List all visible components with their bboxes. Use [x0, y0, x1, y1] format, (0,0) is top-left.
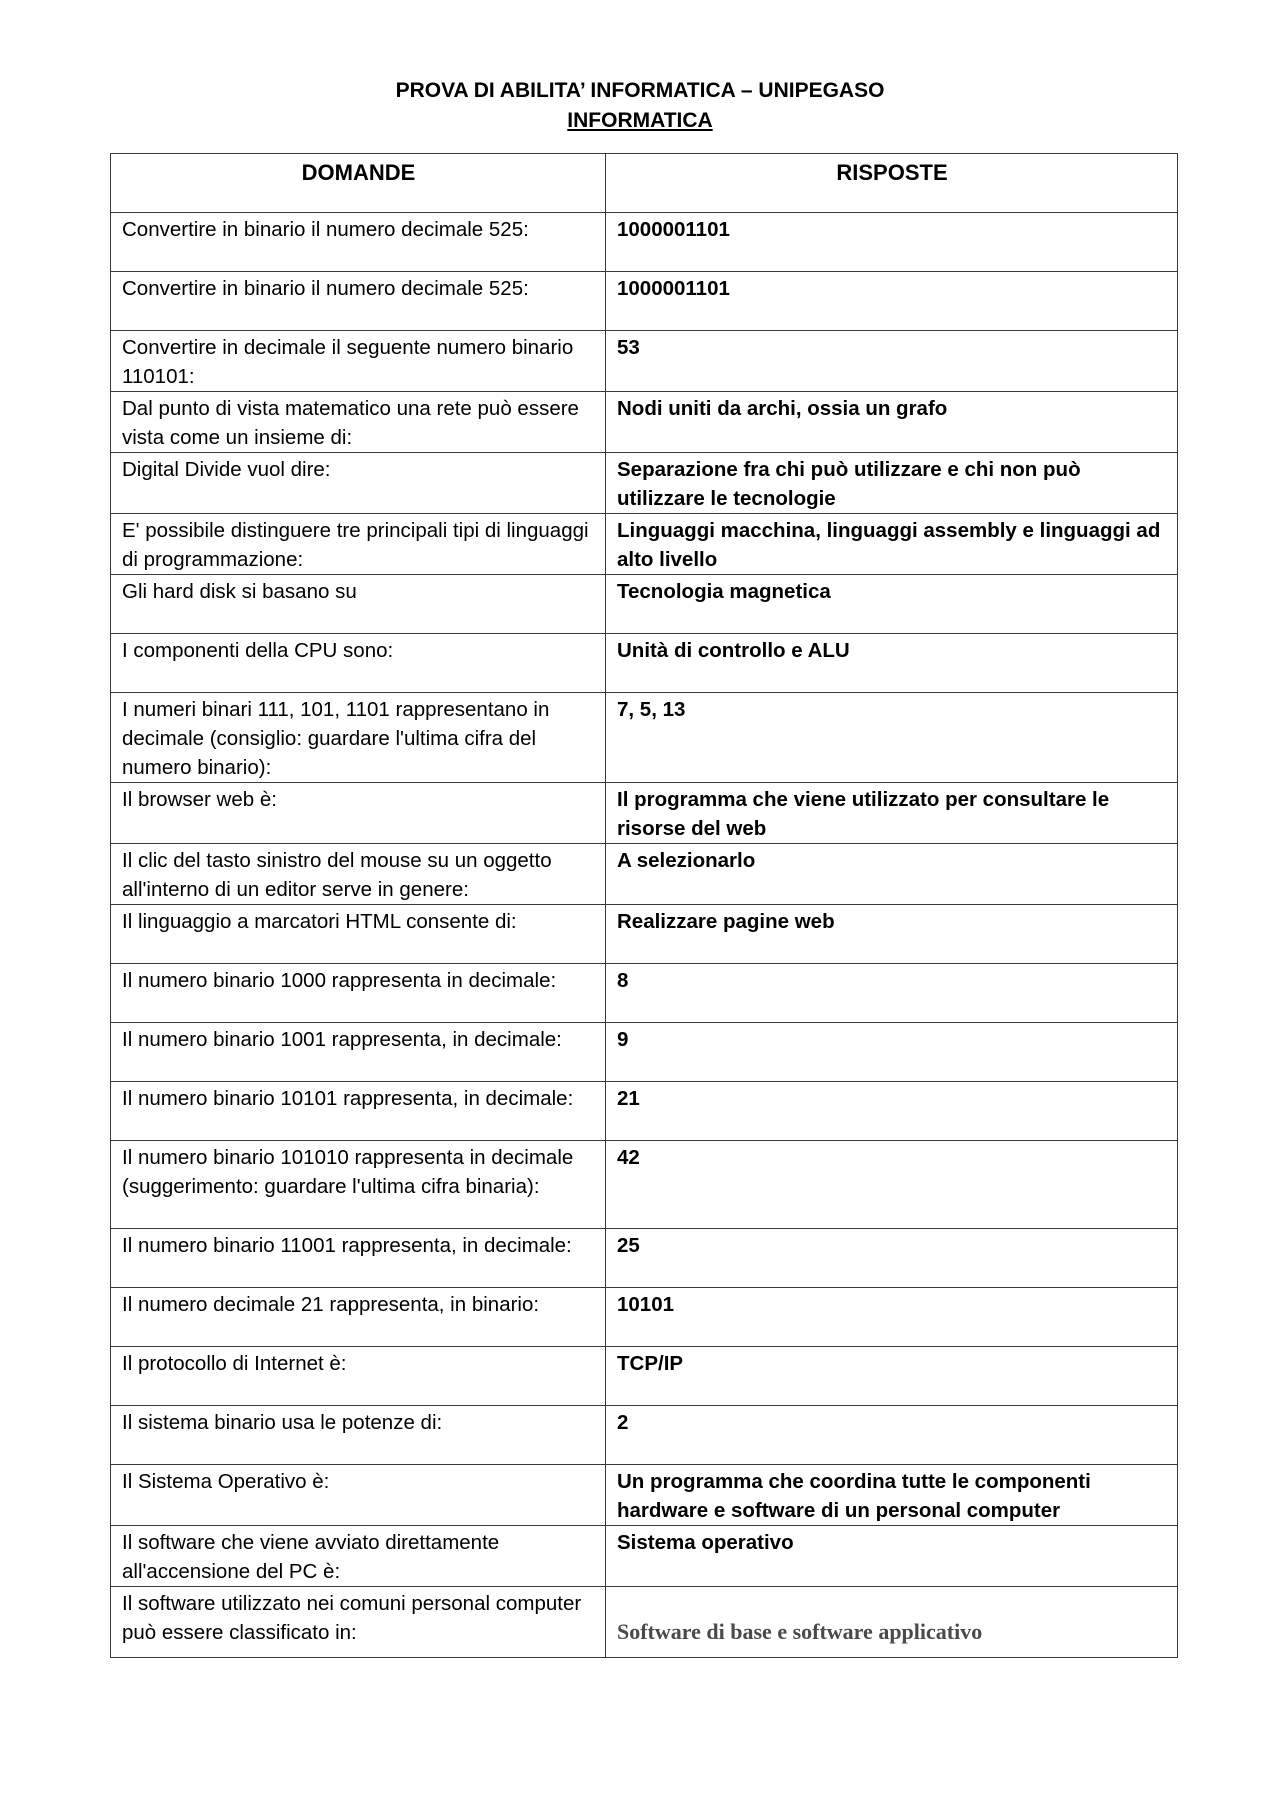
table-row — [111, 331, 1178, 392]
question-cell: Convertire in binario il numero decimale 525: — [111, 213, 606, 272]
table-row — [111, 1023, 1178, 1082]
question-cell: Il linguaggio a marcatori HTML consente di: — [111, 905, 606, 964]
table-row — [111, 783, 1178, 844]
answer-cell: Software di base e software applicativo — [606, 1587, 1178, 1658]
table-row — [111, 693, 1178, 783]
table-row — [111, 392, 1178, 453]
question-cell: Il numero binario 101010 rappresenta in decimale (suggerimento: guardare l'ultima cifra binaria): — [111, 1141, 606, 1229]
answer-cell: 2 — [606, 1406, 1178, 1465]
document-title: PROVA DI ABILITA’ INFORMATICA – UNIPEGASO — [395, 79, 885, 102]
question-cell: E' possibile distinguere tre principali tipi di linguaggi di programmazione: — [111, 514, 606, 575]
answer-cell: 53 — [606, 331, 1178, 392]
table-row — [111, 964, 1178, 1023]
question-cell: I componenti della CPU sono: — [111, 634, 606, 693]
table-row — [111, 1587, 1178, 1658]
question-cell: Il software utilizzato nei comuni personal computer può essere classificato in: — [111, 1587, 606, 1658]
table-row — [111, 1288, 1178, 1347]
answer-cell: Un programma che coordina tutte le componenti hardware e software di un personal computer — [606, 1465, 1178, 1526]
table-row — [111, 844, 1178, 905]
table-row — [111, 1229, 1178, 1288]
table-row — [111, 575, 1178, 634]
answer-cell: 42 — [606, 1141, 1178, 1229]
table-header-row — [111, 154, 1178, 213]
qa-table — [110, 153, 1178, 1658]
answer-cell: Nodi uniti da archi, ossia un grafo — [606, 392, 1178, 453]
question-cell: Il numero binario 1001 rappresenta, in decimale: — [111, 1023, 606, 1082]
question-cell: Il numero binario 1000 rappresenta in decimale: — [111, 964, 606, 1023]
table-row — [111, 213, 1178, 272]
answer-cell: TCP/IP — [606, 1347, 1178, 1406]
question-cell: Il sistema binario usa le potenze di: — [111, 1406, 606, 1465]
table-row — [111, 634, 1178, 693]
answer-cell: Unità di controllo e ALU — [606, 634, 1178, 693]
question-cell: Gli hard disk si basano su — [111, 575, 606, 634]
question-cell: Il protocollo di Internet è: — [111, 1347, 606, 1406]
answer-cell: 21 — [606, 1082, 1178, 1141]
table-row — [111, 905, 1178, 964]
answer-cell: 9 — [606, 1023, 1178, 1082]
answer-cell: A selezionarlo — [606, 844, 1178, 905]
question-cell: Il numero binario 11001 rappresenta, in decimale: — [111, 1229, 606, 1288]
question-cell: Convertire in binario il numero decimale 525: — [111, 272, 606, 331]
question-cell: Il software che viene avviato direttamente all'accensione del PC è: — [111, 1526, 606, 1587]
answer-cell: 25 — [606, 1229, 1178, 1288]
answer-cell: 7, 5, 13 — [606, 693, 1178, 783]
question-cell: I numeri binari 111, 101, 1101 rappresentano in decimale (consiglio: guardare l'ultima cifra del numero binario): — [111, 693, 606, 783]
question-cell: Il clic del tasto sinistro del mouse su un oggetto all'interno di un editor serve in genere: — [111, 844, 606, 905]
answer-cell: 10101 — [606, 1288, 1178, 1347]
answer-cell: 1000001101 — [606, 272, 1178, 331]
column-header-questions: DOMANDE — [111, 154, 606, 213]
document-subtitle: INFORMATICA — [567, 109, 713, 132]
answer-cell: Linguaggi macchina, linguaggi assembly e linguaggi ad alto livello — [606, 514, 1178, 575]
table-row — [111, 1347, 1178, 1406]
question-cell: Il numero binario 10101 rappresenta, in decimale: — [111, 1082, 606, 1141]
table-row — [111, 453, 1178, 514]
answer-cell: Separazione fra chi può utilizzare e chi non può utilizzare le tecnologie — [606, 453, 1178, 514]
table-row — [111, 1141, 1178, 1229]
table-row — [111, 514, 1178, 575]
table-row — [111, 1465, 1178, 1526]
table-row — [111, 1082, 1178, 1141]
question-cell: Dal punto di vista matematico una rete può essere vista come un insieme di: — [111, 392, 606, 453]
document-header — [0, 76, 1280, 136]
table-row — [111, 272, 1178, 331]
question-cell: Il Sistema Operativo è: — [111, 1465, 606, 1526]
question-cell: Il numero decimale 21 rappresenta, in binario: — [111, 1288, 606, 1347]
question-cell: Digital Divide vuol dire: — [111, 453, 606, 514]
column-header-answers: RISPOSTE — [606, 154, 1178, 213]
table-row — [111, 1406, 1178, 1465]
question-cell: Convertire in decimale il seguente numero binario 110101: — [111, 331, 606, 392]
table-row — [111, 1526, 1178, 1587]
answer-cell: Sistema operativo — [606, 1526, 1178, 1587]
answer-cell: Il programma che viene utilizzato per consultare le risorse del web — [606, 783, 1178, 844]
answer-cell: Tecnologia magnetica — [606, 575, 1178, 634]
answer-cell: 8 — [606, 964, 1178, 1023]
answer-cell: 1000001101 — [606, 213, 1178, 272]
answer-cell: Realizzare pagine web — [606, 905, 1178, 964]
question-cell: Il browser web è: — [111, 783, 606, 844]
